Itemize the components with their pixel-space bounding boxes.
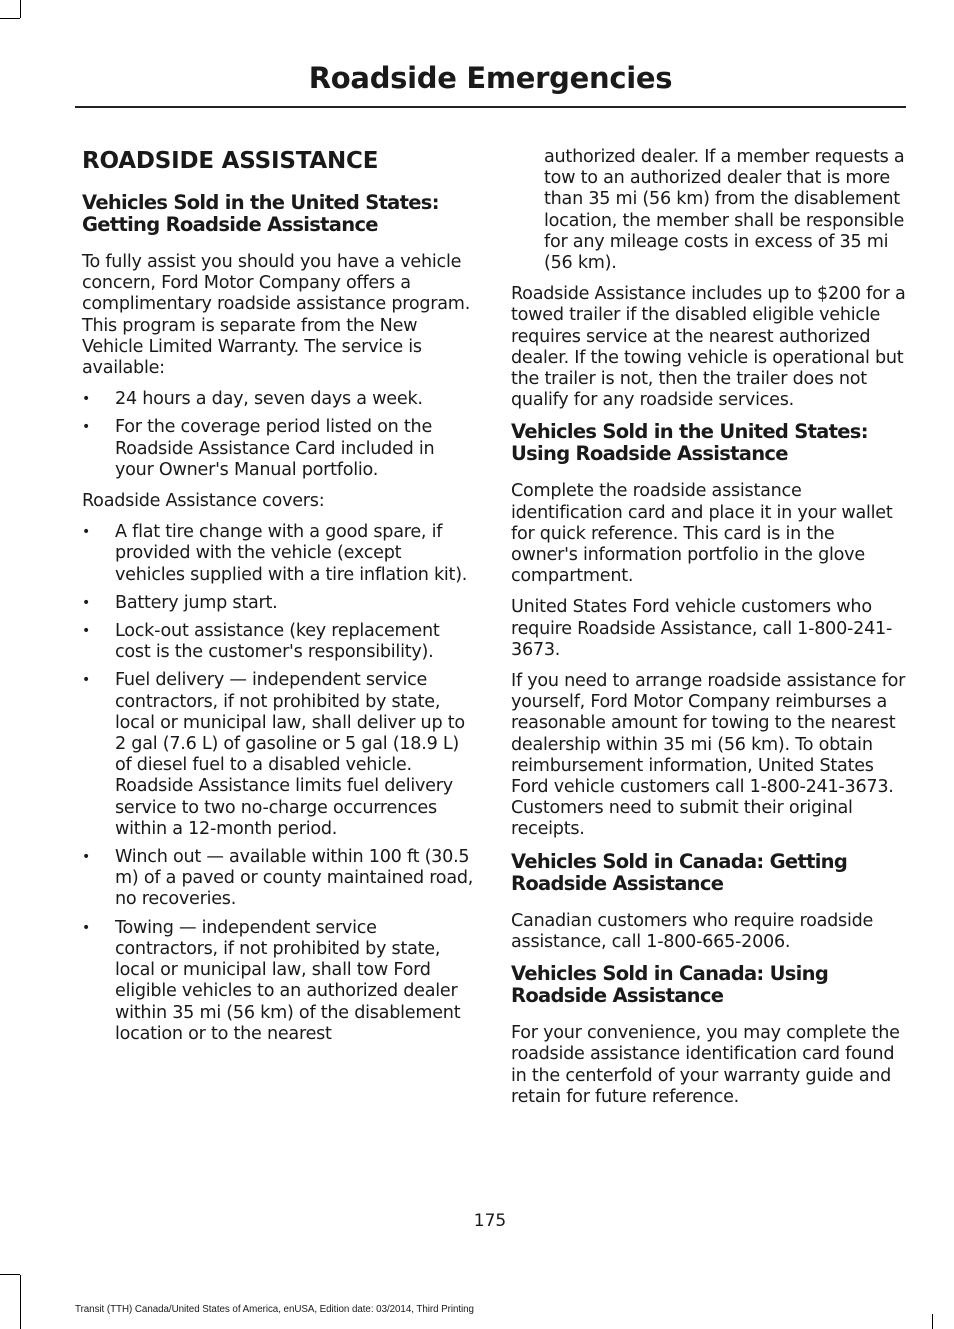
list-item-continuation: authorized dealer. If a member requests a tow to an authorized dealer that is more than 35 mi (56 km) from the disablement location, the member shall be responsible for any mileage costs in excess of 35 mi (56 km). — [544, 147, 905, 274]
subsection-heading: Vehicles Sold in the United States: Using Roadside Assistance — [511, 420, 868, 466]
list-item: • Winch out — available within 100 ft (30.5 m) of a paved or county maintained road, no recoveries. — [82, 847, 474, 911]
list-item: • Lock-out assistance (key replacement cost is the customer's responsibility). — [82, 621, 474, 663]
crop-mark — [20, 1275, 21, 1329]
list-item: • 24 hours a day, seven days a week. — [82, 389, 474, 410]
list-item: • A flat tire change with a good spare, if provided with the vehicle (except vehicles supplied with a tire inflation kit). — [82, 522, 474, 586]
subsection-heading: Vehicles Sold in Canada: Using Roadside Assistance — [511, 962, 829, 1008]
paragraph: Canadian customers who require roadside assistance, call 1-800-665-2006. — [511, 910, 874, 952]
list-item: • For the coverage period listed on the Roadside Assistance Card included in your Owner's Manual portfolio. — [82, 417, 474, 481]
paragraph: To fully assist you should you have a vehicle concern, Ford Motor Company offers a complimentary roadside assistance program. This program is separate from the New Vehicle Limited Warranty. The service is available: — [82, 252, 471, 379]
title-rule — [75, 106, 906, 108]
crop-mark — [932, 1314, 933, 1329]
crop-mark — [0, 18, 20, 19]
paragraph: Complete the roadside assistance identification card and place it in your wallet for quick reference. This card is in the owner's information portfolio in the glove compartment. — [511, 481, 893, 587]
crop-mark — [20, 0, 21, 18]
paragraph: For your convenience, you may complete the roadside assistance identification card found in the centerfold of your warranty guide and retain for future reference. — [511, 1023, 900, 1107]
crop-mark — [0, 1274, 20, 1275]
subsection-heading: Vehicles Sold in Canada: Getting Roadside Assistance — [511, 849, 848, 895]
page-title: Roadside Emergencies — [308, 61, 673, 95]
subsection-heading: Vehicles Sold in the United States: Getting Roadside Assistance — [82, 191, 439, 236]
list-item: • Fuel delivery — independent service contractors, if not prohibited by state, local or municipal law, shall deliver up to 2 gal (7.6 L) of gasoline or 5 gal (18.9 L) of diesel fuel to a disabled vehicle. Roadside Assistance limits fuel delivery service to two no-charge occurrences within a 12-month period. — [82, 670, 474, 840]
bullet-list — [82, 522, 474, 1045]
paragraph: United States Ford vehicle customers who require Roadside Assistance, call 1-800-241-3673. — [511, 597, 893, 660]
right-column — [511, 147, 906, 1118]
paragraph: Roadside Assistance includes up to $200 for a towed trailer if the disabled eligible vehicle requires service at the nearest authorized dealer. If the towing vehicle is operational but the trailer is not, then the trailer does not qualify for any roadside services. — [511, 284, 906, 411]
edition-footer: Transit (TTH) Canada/United States of America, enUSA, Edition date: 03/2014, Third Printing — [75, 1304, 474, 1315]
page-number: 175 — [473, 1211, 507, 1231]
bullet-list — [82, 389, 474, 481]
paragraph: If you need to arrange roadside assistance for yourself, Ford Motor Company reimburses a reasonable amount for towing to the nearest dealership within 35 mi (56 km). To obtain reimbursement information, United States Ford vehicle customers call 1-800-241-3673. Customers need to submit their original receipts. — [511, 671, 906, 840]
section-heading: ROADSIDE ASSISTANCE — [82, 148, 379, 174]
paragraph: Roadside Assistance covers: — [82, 491, 325, 512]
list-item: • Towing — independent service contractors, if not prohibited by state, local or municipal law, shall tow Ford eligible vehicles to an authorized dealer within 35 mi (56 km) of the disablement location or to the nearest — [82, 918, 474, 1045]
left-column — [82, 146, 474, 1055]
list-item: • Battery jump start. — [82, 593, 474, 614]
